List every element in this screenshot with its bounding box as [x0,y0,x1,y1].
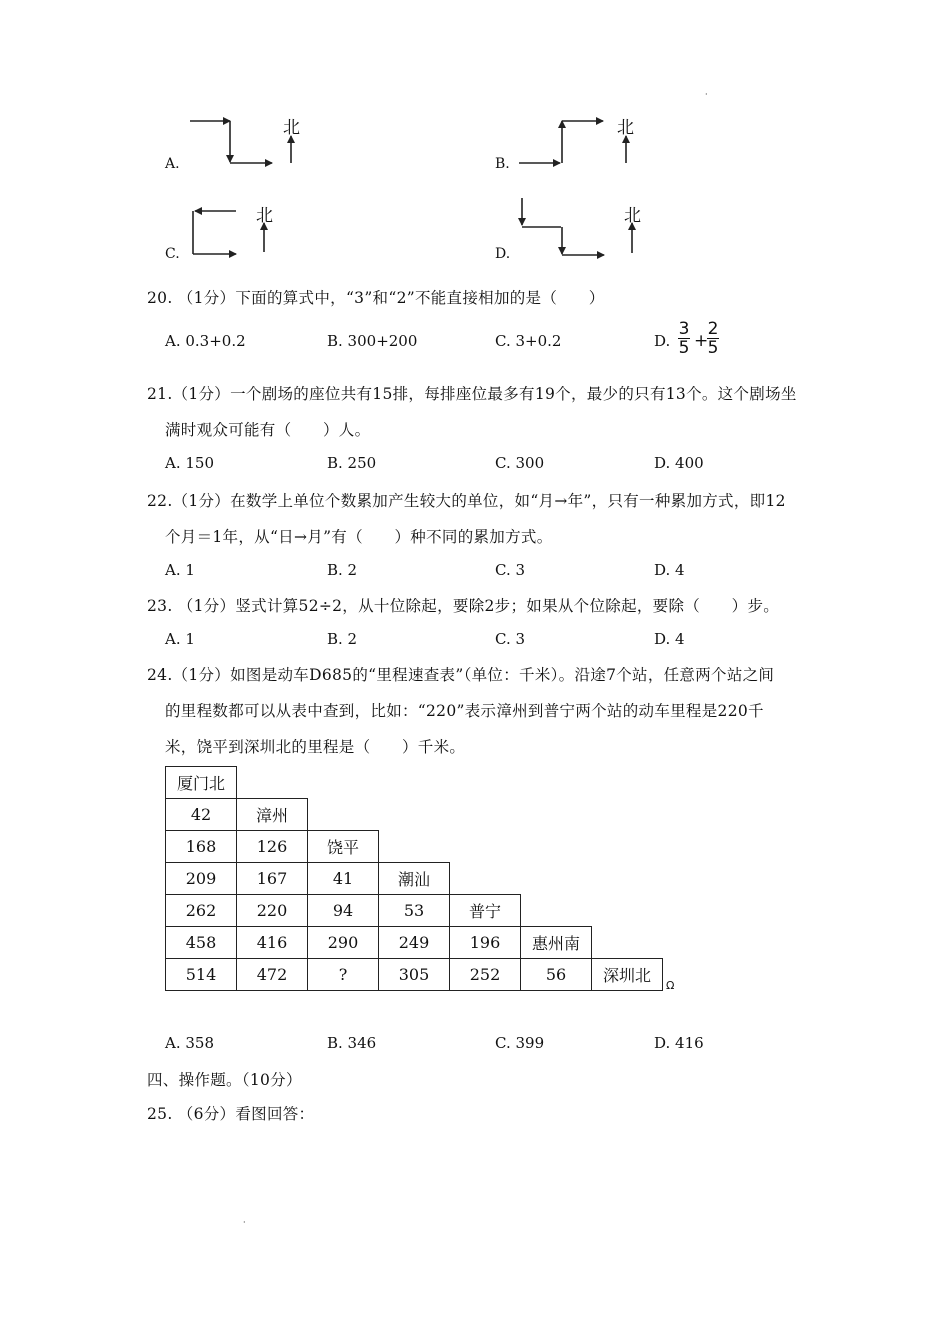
section-4-heading: 四、操作题。（10分） [147,1071,302,1089]
option-d-path-arrows [522,198,604,255]
table-cell: 196 [450,927,521,959]
north-label-b: 北 [617,118,634,138]
fraction-2-numerator: 2 [707,319,719,339]
north-label-a: 北 [283,118,300,138]
table-cell: 472 [237,959,308,991]
table-cell: 深圳北 [592,959,663,991]
q21-line-1: 21.（1分）一个剧场的座位共有15排，每排座位最多有19个，最少的只有13个。这个剧场坐 [147,385,797,403]
q22-option-c: C. 3 [495,561,526,579]
table-cell: 249 [379,927,450,959]
q20-fraction-2 [706,320,720,357]
table-cell: 94 [308,895,379,927]
table-cell: 惠州南 [521,927,592,959]
q24-option-d: D. 416 [654,1034,704,1052]
table-cell: 220 [237,895,308,927]
table-cell: 209 [166,863,237,895]
q21-option-c: C. 300 [495,454,545,472]
table-cell: 潮汕 [379,863,450,895]
q21-option-b: B. 250 [327,454,377,472]
table-cell: ? [308,959,379,991]
q23-option-c: C. 3 [495,630,526,648]
q20-option-d-label: D. [654,332,671,350]
table-cell: 416 [237,927,308,959]
fraction-1-numerator: 3 [678,319,690,339]
q20-option-c: C. 3+0.2 [495,332,562,350]
q20-text: 20. （1分）下面的算式中，“3”和“2”不能直接相加的是（ ） [147,289,605,307]
fraction-1-denominator: 5 [678,338,690,358]
table-cell: 167 [237,863,308,895]
q21-line-2: 满时观众可能有（ ）人。 [165,421,371,439]
dot-mark: · [705,90,708,99]
table-row [166,831,663,863]
dot-mark-bottom: · [243,1218,246,1227]
q19-option-d: D. [495,246,511,262]
table-cell: 53 [379,895,450,927]
option-a-path-arrows [190,121,272,163]
q23-option-d: D. 4 [654,630,685,648]
q25-text: 25. （6分）看图回答： [147,1105,315,1123]
q20-plus-sign: + [694,331,709,351]
q22-option-a: A. 1 [165,561,195,579]
q22-line-2: 个月＝1年，从“日→月”有（ ）种不同的累加方式。 [165,528,553,546]
table-cell: 126 [237,831,308,863]
q23-option-b: B. 2 [327,630,358,648]
q19-option-b: B. [495,156,510,172]
table-cell: 普宁 [450,895,521,927]
table-row [166,767,663,799]
q20-option-a: A. 0.3+0.2 [165,332,246,350]
q22-option-d: D. 4 [654,561,685,579]
fraction-2-denominator: 5 [707,338,719,358]
table-cell: 41 [308,863,379,895]
q20-fraction-1 [677,320,691,357]
north-label-d: 北 [624,206,641,226]
q21-option-a: A. 150 [165,454,214,472]
table-cell: 168 [166,831,237,863]
table-cell: 514 [166,959,237,991]
table-cell: 305 [379,959,450,991]
q22-line-1: 22.（1分）在数学上单位个数累加产生较大的单位，如“月→年”，只有一种累加方式，即12 [147,492,786,510]
option-c-path-arrows [193,211,236,254]
table-row [166,895,663,927]
table-cell: 饶平 [308,831,379,863]
q24-option-c: C. 399 [495,1034,545,1052]
q23-line-1: 23. （1分）竖式计算52÷2，从十位除起，要除2步；如果从个位除起，要除（ ）步。 [147,597,780,615]
table-cell: 290 [308,927,379,959]
q24-option-b: B. 346 [327,1034,377,1052]
table-cell: 252 [450,959,521,991]
q23-option-a: A. 1 [165,630,195,648]
omega-mark: Ω [666,979,675,992]
table-row [166,959,663,991]
q24-option-a: A. 358 [165,1034,214,1052]
q24-line-3: 米，饶平到深圳北的里程是（ ）千米。 [165,738,466,756]
table-cell: 42 [166,799,237,831]
q24-line-2: 的里程数都可以从表中查到，比如：“220”表示漳州到普宁两个站的动车里程是220千 [165,702,764,720]
table-cell: 262 [166,895,237,927]
table-row [166,863,663,895]
table-cell: 漳州 [237,799,308,831]
north-label-c: 北 [256,206,273,226]
q24-line-1: 24.（1分）如图是动车D685的“里程速查表”（单位：千米）。沿途7个站，任意两个站之间 [147,666,775,684]
q19-figures [0,0,950,290]
table-row [166,927,663,959]
q19-option-a: A. [165,156,180,172]
q22-option-b: B. 2 [327,561,358,579]
table-cell: 458 [166,927,237,959]
q19-option-c: C. [165,246,180,262]
q21-option-d: D. 400 [654,454,704,472]
mileage-table [165,766,663,991]
table-cell: 厦门北 [166,767,237,799]
table-row [166,799,663,831]
table-cell: 56 [521,959,592,991]
option-b-path-arrows [519,121,603,163]
q20-option-b: B. 300+200 [327,332,418,350]
